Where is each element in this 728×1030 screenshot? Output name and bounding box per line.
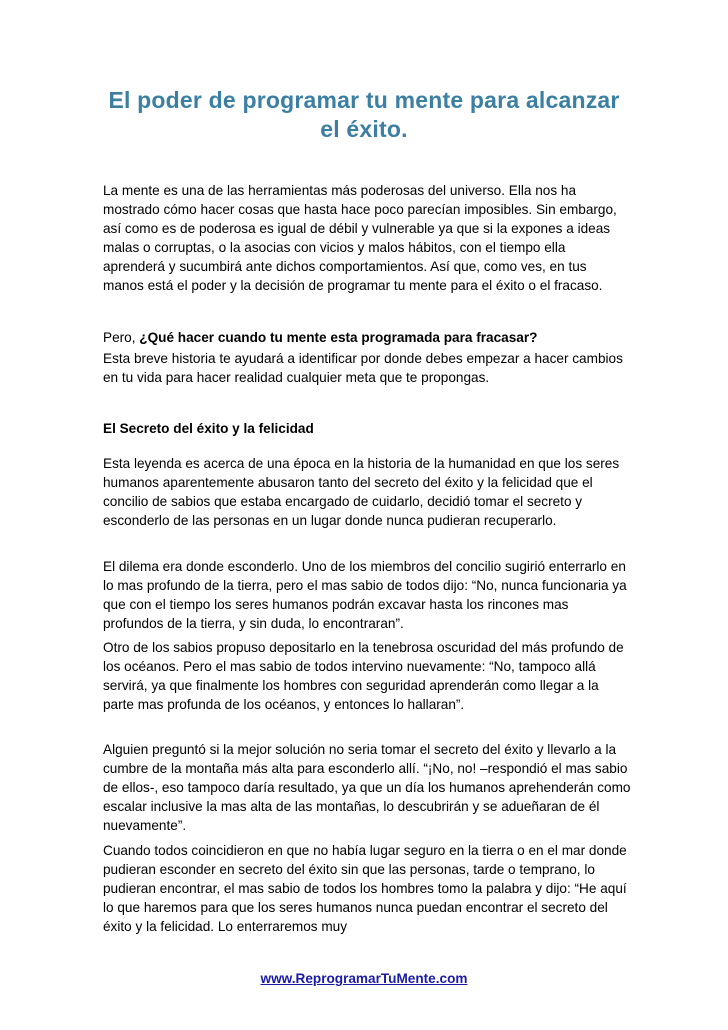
section-heading: El Secreto del éxito y la felicidad [103,421,314,436]
story-paragraph-3: Otro de los sabios propuso depositarlo en la tenebrosa oscuridad del más profundo de los océanos. Pero el mas sabio de todos intervino nuevamente: “No, tampoco allá servirá, ya que finalmente los hombres con seguridad aprenderán como llegar a la parte mas profunda de los océanos, y entonces lo hallaran”. [103,640,624,712]
story-paragraph-5: Cuando todos coincidieron en que no había lugar seguro en la tierra o en el mar donde pudieran esconder en secreto del éxito sin que las personas, tarde o temprano, lo pudieran encontrar, el mas sabio de todos los hombres tomo la palabra y dijo: “He aquí lo que haremos para que los seres humanos nunca puedan encontrar el secreto del éxito y la felicidad. Lo enterraremos muy [103,843,627,934]
question-line [103,328,631,347]
footer-website-link[interactable]: www.ReprogramarTuMente.com [260,971,468,986]
document-title: El poder de programar tu mente para alcanzar el éxito. [108,87,620,142]
question-text: ¿Qué hacer cuando tu mente esta programada para fracasar? [139,330,538,345]
intro-paragraph: La mente es una de las herramientas más poderosas del universo. Ella nos ha mostrado cómo hacer cosas que hasta hace poco parecían imposibles. Sin embargo, así como es de poderosa es igual de débil y vulnerable ya que si la expones a ideas malas o corruptas, o la asocias con vicios y malos hábitos, con el tiempo ella aprenderá y sucumbirá ante dichos comportamientos. Así que, como ves, en tus manos está el poder y la decisión de programar tu mente para el éxito o el fracaso. [103,183,617,293]
question-prefix: Pero, [103,330,140,345]
story-paragraph-2: El dilema era donde esconderlo. Uno de los miembros del concilio sugirió enterrarlo en lo mas profundo de la tierra, pero el mas sabio de todos dijo: “No, nunca funcionaria ya que con el tiempo los seres humanos podrán excavar hasta los rincones mas profundos de la tierra, y sin duda, lo encontraran”. [103,559,627,631]
page-footer [0,969,728,988]
story-paragraph-4: Alguien preguntó si la mejor solución no seria tomar el secreto del éxito y llevarlo a la cumbre de la montaña más alta para esconderlo allí. “¡No, no! –respondió el mas sabio de ellos-, eso tampoco daría resultado, ya que un día los humanos aprehenderán como escalar inclusive la mas alta de las montañas, lo descubrirán y se adueñaran de él nuevamente”. [103,742,631,833]
story-paragraph-1: Esta leyenda es acerca de una época en la historia de la humanidad en que los seres humanos aparentemente abusaron tanto del secreto del éxito y la felicidad que el concilio de sabios que estaba encargado de cuidarlo, decidió tomar el secreto y esconderlo de las personas en un lugar donde nunca pudieran recuperarlo. [103,456,620,528]
question-followup-paragraph: Esta breve historia te ayudará a identificar por donde debes empezar a hacer cambios en tu vida para hacer realidad cualquier meta que te propongas. [103,351,623,385]
